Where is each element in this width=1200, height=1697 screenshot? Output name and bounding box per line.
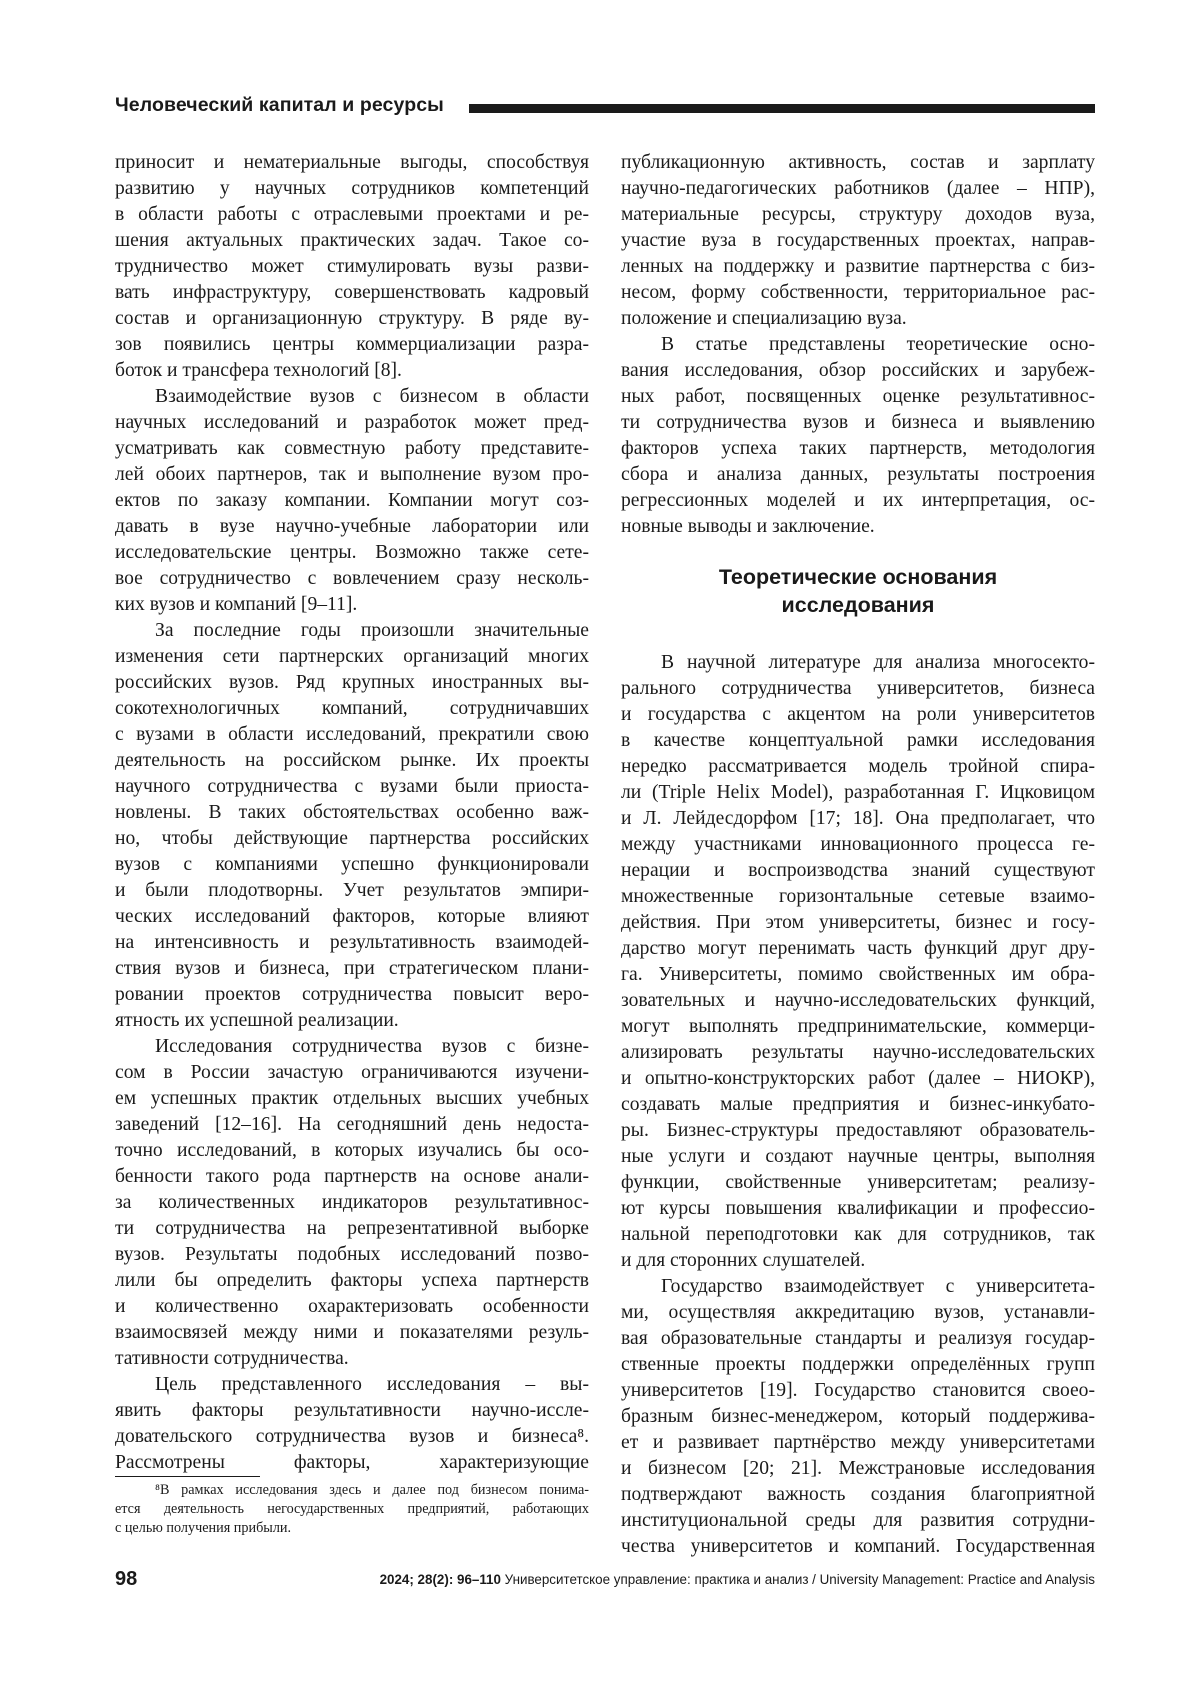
- text-line: В научной литературе для анализа многосекто-: [661, 652, 1095, 673]
- text-line: боток и трансфера технологий [8].: [115, 360, 402, 381]
- right-paragraph: [621, 650, 1095, 1274]
- journal-citation: [380, 1572, 1095, 1587]
- left-paragraph: [115, 1034, 589, 1372]
- text-line: ти сотрудничества вузов и бизнеса и выявлению: [621, 412, 1095, 433]
- text-line: рального сотрудничества университетов, бизнеса: [621, 678, 1095, 699]
- text-line: но, чтобы действующие партнерства российских: [115, 828, 589, 849]
- text-line: га. Университеты, помимо свойственных им обра-: [621, 964, 1095, 985]
- text-line: дарство могут перенимать часть функций друг дру-: [621, 938, 1095, 959]
- text-line: ятность их успешной реализации.: [115, 1010, 399, 1031]
- text-line: и государства с акцентом на роли университетов: [621, 704, 1095, 725]
- text-line: функции, свойственные университетам; реализу-: [621, 1172, 1095, 1193]
- footnote-rule: [115, 1476, 260, 1477]
- text-line: зовательных и научно-исследовательских функций,: [621, 990, 1095, 1011]
- text-line: вое сотрудничество с вовлечением сразу несколь-: [115, 568, 589, 589]
- text-line: с вузами в области исследований, прекратили свою: [115, 724, 589, 745]
- text-line: могут выполнять предпринимательские, коммерци-: [621, 1016, 1095, 1037]
- text-line: За последние годы произошли значительные: [155, 620, 589, 641]
- text-line: ствия вузов и бизнеса, при стратегическом плани-: [115, 958, 589, 979]
- text-line: между участниками инновационного процесса ге-: [621, 834, 1095, 855]
- text-line: сокотехнологичных компаний, сотрудничавших: [115, 698, 589, 719]
- text-line: в качестве концептуальной рамки исследования: [621, 730, 1095, 751]
- text-line: Рассмотрены факторы, характеризующие: [115, 1452, 589, 1473]
- right-column: [621, 150, 1095, 1560]
- text-line: участие вуза в государственных проектах, направ-: [621, 230, 1095, 251]
- text-line: факторов успеха таких партнерств, методология: [621, 438, 1095, 459]
- right-column-bottom: [621, 650, 1095, 1560]
- text-line: лили бы определить факторы успеха партнерств: [115, 1270, 589, 1291]
- text-line: деятельность на российском рынке. Их проекты: [115, 750, 589, 771]
- text-line: взаимосвязей между ними и показателями резуль-: [115, 1322, 589, 1343]
- text-line: новлены. В таких обстоятельствах особенно важ-: [115, 802, 589, 823]
- text-line: научного сотрудничества с вузами были приоста-: [115, 776, 589, 797]
- text-line: и опытно-конструкторских работ (далее – НИОКР),: [621, 1068, 1095, 1089]
- text-line: за количественных индикаторов результативнос-: [115, 1192, 589, 1213]
- text-line: научно-педагогических работников (далее – НПР),: [621, 178, 1095, 199]
- text-line: вания исследования, обзор российских и зарубеж-: [621, 360, 1095, 381]
- section-heading-line-1: Теоретические основания: [718, 565, 998, 589]
- text-line: Цель представленного исследования – вы-: [155, 1374, 589, 1395]
- text-line: университетов [19]. Государство становится своео-: [621, 1380, 1095, 1401]
- text-line: ры. Бизнес-структуры предоставляют образователь-: [621, 1120, 1095, 1141]
- text-line: вая образовательные стандарты и реализуя государ-: [621, 1328, 1095, 1349]
- footnote: [115, 1481, 589, 1538]
- text-line: материальные ресурсы, структуру доходов вуза,: [621, 204, 1095, 225]
- left-column: [115, 150, 589, 1476]
- text-line: Взаимодействие вузов с бизнесом в области: [155, 386, 589, 407]
- text-line: трудничество может стимулировать вузы разви-: [115, 256, 589, 277]
- right-paragraph: [621, 1274, 1095, 1560]
- text-line: давать в вузе научно-учебные лаборатории или: [115, 516, 589, 537]
- text-line: явить факторы результативности научно-иссле-: [115, 1400, 589, 1421]
- footnote-line: с целью получения прибыли.: [115, 1520, 292, 1536]
- text-line: вузов. Результаты подобных исследований позво-: [115, 1244, 589, 1265]
- footnote-line: ется деятельность негосударственных предприятий, работающих: [115, 1501, 589, 1517]
- text-line: ных работ, посвященных оценке результативнос-: [621, 386, 1095, 407]
- section-title: Человеческий капитал и ресурсы: [115, 94, 444, 116]
- text-line: ектов по заказу компании. Компании могут соз-: [115, 490, 589, 511]
- text-line: ли (Triple Helix Model), разработанная Г. Ицковицом: [621, 782, 1095, 803]
- text-line: в области работы с отраслевыми проектами и ре-: [115, 204, 589, 225]
- text-line: вать инфраструктуру, совершенствовать кадровый: [115, 282, 589, 303]
- text-line: приносит и нематериальные выгоды, способствуя: [115, 152, 589, 173]
- text-line: институциональной среды для развития сотрудни-: [621, 1510, 1095, 1531]
- text-line: действия. При этом университеты, бизнес и госу-: [621, 912, 1095, 933]
- text-line: сбора и анализа данных, результаты построения: [621, 464, 1095, 485]
- text-line: ких вузов и компаний [9–11].: [115, 594, 358, 615]
- text-line: Государство взаимодействует с университета-: [661, 1276, 1095, 1297]
- text-line: шения актуальных практических задач. Такое со-: [115, 230, 589, 251]
- text-line: и количественно охарактеризовать особенности: [115, 1296, 589, 1317]
- text-line: бенности такого рода партнерств на основе анали-: [115, 1166, 589, 1187]
- text-line: исследовательские центры. Возможно также сете-: [115, 542, 589, 563]
- left-paragraph: [115, 618, 589, 1034]
- text-line: ственные проекты поддержки определённых групп: [621, 1354, 1095, 1375]
- right-column-top: [621, 150, 1095, 540]
- text-line: ленных на поддержку и развитие партнерства с биз-: [621, 256, 1095, 277]
- text-line: создавать малые предприятия и бизнес-инкубато-: [621, 1094, 1095, 1115]
- text-line: ные услуги и создают научные центры, выполняя: [621, 1146, 1095, 1167]
- text-line: нерации и воспроизводства знаний существуют: [621, 860, 1095, 881]
- text-line: изменения сети партнерских организаций многих: [115, 646, 589, 667]
- text-line: довательского сотрудничества вузов и бизнеса⁸.: [115, 1426, 589, 1447]
- text-line: научных исследований и разработок может пред-: [115, 412, 589, 433]
- text-line: на интенсивность и результативность взаимодей-: [115, 932, 589, 953]
- text-line: ровании проектов сотрудничества повысит веро-: [115, 984, 589, 1005]
- running-footer: [115, 1568, 1095, 1594]
- text-line: усматривать как совместную работу представите-: [115, 438, 589, 459]
- text-line: ализировать результаты научно-исследовательских: [621, 1042, 1095, 1063]
- text-line: точно исследований, в которых изучались бы осо-: [115, 1140, 589, 1161]
- text-line: нальной переподготовки как для сотрудников, так: [621, 1224, 1095, 1245]
- running-header: [115, 92, 1095, 126]
- text-line: сом в России зачастую ограничиваются изучени-: [115, 1062, 589, 1083]
- text-line: В статье представлены теоретические осно-: [661, 334, 1095, 355]
- text-line: подтверждают важность создания благоприятной: [621, 1484, 1095, 1505]
- text-line: публикационную активность, состав и зарплату: [621, 152, 1095, 173]
- text-line: заведений [12–16]. На сегодняшний день недоста-: [115, 1114, 589, 1135]
- text-line: множественные горизонтальные сетевые взаимо-: [621, 886, 1095, 907]
- text-line: и для сторонних слушателей.: [621, 1250, 866, 1271]
- text-line: чества университетов и компаний. Государственная: [621, 1536, 1095, 1557]
- text-line: и Л. Лейдесдорфом [17; 18]. Она предполагает, что: [621, 808, 1095, 829]
- text-line: вузов с компаниями успешно функционировали: [115, 854, 589, 875]
- footnote-line: ⁸В рамках исследования здесь и далее под бизнесом понима-: [155, 1482, 589, 1498]
- text-line: бразным бизнес-менеджером, который поддержива-: [621, 1406, 1095, 1427]
- text-line: Исследования сотрудничества вузов с бизне-: [155, 1036, 589, 1057]
- left-paragraph: [115, 1372, 589, 1476]
- journal-title: Университетское управление: практика и анализ / University Management: Practice and Analysis: [500, 1572, 1095, 1587]
- right-paragraph: [621, 332, 1095, 540]
- text-line: и были плодотворны. Учет результатов эмпири-: [115, 880, 589, 901]
- text-line: положение и специализацию вуза.: [621, 308, 907, 329]
- right-paragraph: [621, 150, 1095, 332]
- citation-volume: 2024; 28(2): 96–110: [379, 1572, 501, 1587]
- text-line: лей обоих партнеров, так и выполнение вузом про-: [115, 464, 589, 485]
- text-line: ческих исследований факторов, которые влияют: [115, 906, 589, 927]
- text-line: новные выводы и заключение.: [621, 516, 875, 537]
- text-line: ем успешных практик отдельных высших учебных: [115, 1088, 589, 1109]
- header-rule: [469, 104, 1095, 113]
- text-line: состав и организационную структуру. В ряде ву-: [115, 308, 589, 329]
- text-line: ми, осуществляя аккредитацию вузов, устанавли-: [621, 1302, 1095, 1323]
- text-line: зов появились центры коммерциализации разра-: [115, 334, 589, 355]
- text-line: развитию у научных сотрудников компетенций: [115, 178, 589, 199]
- text-line: и бизнесом [20; 21]. Межстрановые исследования: [621, 1458, 1095, 1479]
- text-line: ти сотрудничества на репрезентативной выборке: [115, 1218, 589, 1239]
- left-paragraph: [115, 150, 589, 384]
- section-heading: [621, 563, 1095, 619]
- text-line: регрессионных моделей и их интерпретация, ос-: [621, 490, 1095, 511]
- page-number: 98: [115, 1568, 138, 1590]
- text-line: российских вузов. Ряд крупных иностранных вы-: [115, 672, 589, 693]
- text-line: ет и развивает партнёрство между университетами: [621, 1432, 1095, 1453]
- text-line: ют курсы повышения квалификации и профессио-: [621, 1198, 1095, 1219]
- left-paragraph: [115, 384, 589, 618]
- text-line: тативности сотрудничества.: [115, 1348, 349, 1369]
- section-heading-line-2: исследования: [781, 593, 935, 617]
- text-line: нередко рассматривается модель тройной спира-: [621, 756, 1095, 777]
- text-line: несом, форму собственности, территориальное рас-: [621, 282, 1095, 303]
